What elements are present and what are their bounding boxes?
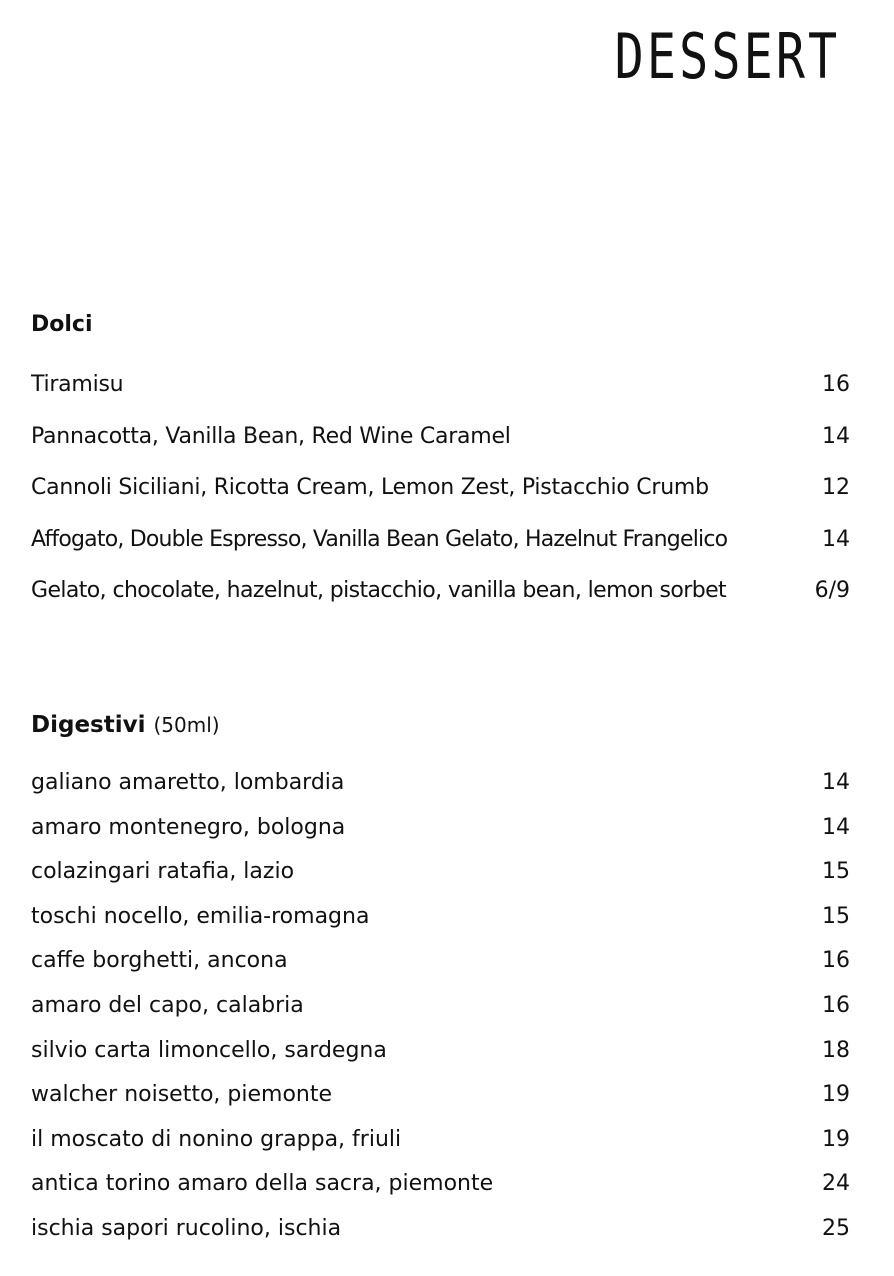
menu-item: [31, 903, 850, 951]
digestivi-list: [31, 772, 850, 1263]
menu-item: [31, 1084, 850, 1129]
item-name: Affogato, Double Espresso, Vanilla Bean Gelato, Hazelnut Frangelico: [31, 526, 728, 552]
menu-item: [31, 992, 850, 1040]
item-price: 14: [822, 423, 850, 449]
item-price: 16: [822, 992, 850, 1018]
digestivi-section: [31, 714, 850, 1263]
dolci-list: [31, 374, 850, 632]
menu-item: [31, 814, 850, 862]
item-price: 14: [822, 526, 850, 552]
item-name: colazingari ratafia, lazio: [31, 859, 295, 885]
item-price: 14: [822, 814, 850, 840]
item-price: 16: [822, 948, 850, 974]
item-name: Cannoli Siciliani, Ricotta Cream, Lemon Zest, Pistacchio Crumb: [31, 475, 709, 500]
item-name: silvio carta limoncello, sardegna: [31, 1037, 387, 1063]
menu-item: [31, 1037, 850, 1085]
item-name: galiano amaretto, lombardia: [31, 770, 345, 795]
dolci-heading: Dolci: [31, 312, 93, 337]
menu-item: [31, 374, 850, 426]
item-price: 24: [822, 1171, 850, 1197]
menu-item: [31, 861, 850, 906]
item-name: ischia sapori rucolino, ischia: [31, 1215, 342, 1241]
menu-item: [31, 1173, 850, 1218]
serving-size-note: (50ml): [153, 713, 220, 737]
item-price: 6/9: [814, 578, 850, 603]
page-title: DESSERT: [614, 20, 840, 93]
menu-item: [31, 950, 850, 995]
item-name: walcher noisetto, piemonte: [31, 1082, 333, 1108]
item-name: Pannacotta, Vanilla Bean, Red Wine Caramel: [31, 423, 511, 449]
menu-item: [31, 1215, 850, 1263]
item-price: 14: [822, 770, 850, 795]
digestivi-heading: [31, 714, 850, 737]
item-name: caffe borghetti, ancona: [31, 948, 288, 974]
menu-item: [31, 772, 850, 817]
digestivi-heading-text: Digestivi: [31, 712, 146, 738]
item-price: 12: [822, 475, 850, 500]
menu-item: [31, 580, 850, 632]
item-name: amaro montenegro, bologna: [31, 814, 346, 840]
dolci-section: [31, 314, 850, 632]
item-name: Tiramisu: [31, 372, 124, 397]
item-price: 19: [822, 1082, 850, 1108]
item-price: 16: [822, 372, 850, 397]
item-name: antica torino amaro della sacra, piemonte: [31, 1171, 494, 1197]
item-price: 25: [822, 1215, 850, 1241]
menu-item: [31, 526, 850, 581]
menu-item: [31, 423, 850, 478]
item-price: 15: [822, 903, 850, 929]
item-name: il moscato di nonino grappa, friuli: [31, 1126, 402, 1152]
item-name: amaro del capo, calabria: [31, 992, 304, 1018]
item-price: 19: [822, 1126, 850, 1152]
item-name: Gelato, chocolate, hazelnut, pistacchio, vanilla bean, lemon sorbet: [31, 578, 727, 603]
item-name: toschi nocello, emilia-romagna: [31, 903, 370, 929]
menu-item: [31, 1126, 850, 1174]
menu-item: [31, 477, 850, 529]
item-price: 18: [822, 1037, 850, 1063]
item-price: 15: [822, 859, 850, 885]
